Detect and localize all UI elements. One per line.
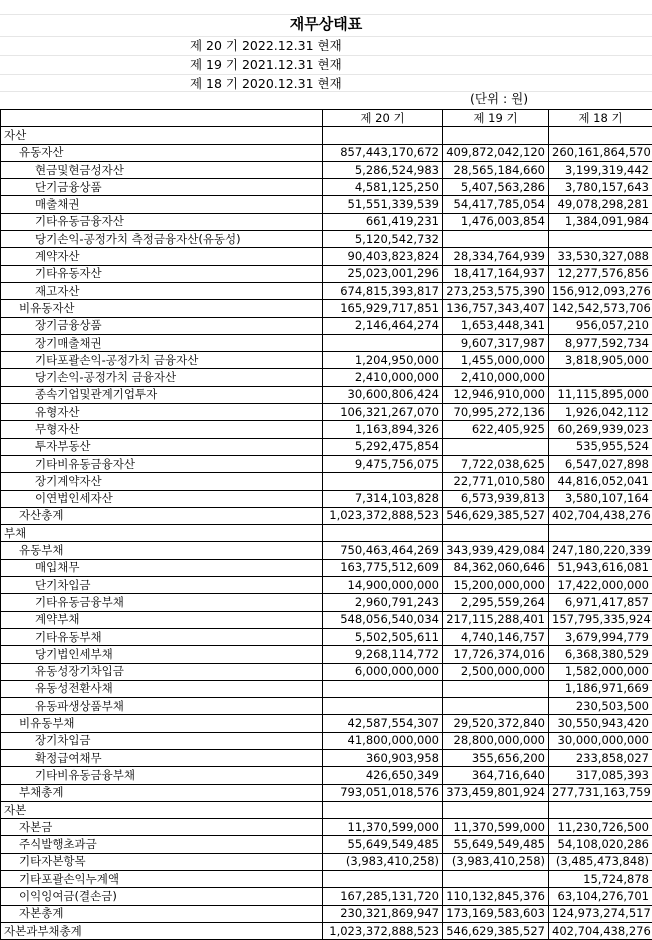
table-row xyxy=(1,853,652,870)
table-row xyxy=(1,646,652,663)
amount-cell xyxy=(443,127,549,144)
amount-cell: 54,108,020,286 xyxy=(549,836,652,853)
amount-cell: 7,314,103,828 xyxy=(323,490,443,507)
amount-cell: 54,417,785,054 xyxy=(443,196,549,213)
amount-cell: 11,230,726,500 xyxy=(549,819,652,836)
column-header xyxy=(1,110,323,127)
amount-cell: 546,629,385,527 xyxy=(443,922,549,939)
account-label: 자산총계 xyxy=(1,507,323,524)
account-label: 유동파생상품부채 xyxy=(1,698,323,715)
amount-cell: 1,186,971,669 xyxy=(549,680,652,697)
table-row xyxy=(1,922,652,939)
amount-cell: 247,180,220,339 xyxy=(549,542,652,559)
amount-cell: 11,370,599,000 xyxy=(323,819,443,836)
amount-cell: 9,607,317,987 xyxy=(443,334,549,351)
amount-cell: 156,912,093,276 xyxy=(549,282,652,299)
amount-cell: 41,800,000,000 xyxy=(323,732,443,749)
amount-cell: 2,410,000,000 xyxy=(323,369,443,386)
amount-cell: 409,872,042,120 xyxy=(443,144,549,161)
account-label: 장기차입금 xyxy=(1,732,323,749)
amount-cell: 3,580,107,164 xyxy=(549,490,652,507)
column-header: 제 18 기 xyxy=(549,110,652,127)
amount-cell: 15,724,878 xyxy=(549,871,652,888)
account-label: 자본금 xyxy=(1,819,323,836)
amount-cell xyxy=(443,871,549,888)
table-row xyxy=(1,871,652,888)
amount-cell: 273,253,575,390 xyxy=(443,282,549,299)
table-row xyxy=(1,144,652,161)
table-row xyxy=(1,369,652,386)
table-row xyxy=(1,577,652,594)
account-label: 부채 xyxy=(1,525,323,542)
amount-cell: 18,417,164,937 xyxy=(443,265,549,282)
amount-cell: 51,551,339,539 xyxy=(323,196,443,213)
table-row xyxy=(1,196,652,213)
amount-cell: 55,649,549,485 xyxy=(443,836,549,853)
table-row xyxy=(1,628,652,645)
amount-cell: 364,716,640 xyxy=(443,767,549,784)
account-label: 이연법인세자산 xyxy=(1,490,323,507)
amount-cell: 355,656,200 xyxy=(443,749,549,766)
amount-cell xyxy=(443,525,549,542)
amount-cell: 548,056,540,034 xyxy=(323,611,443,628)
amount-cell: 136,757,343,407 xyxy=(443,300,549,317)
amount-cell: 110,132,845,376 xyxy=(443,888,549,905)
amount-cell: 14,900,000,000 xyxy=(323,577,443,594)
account-label: 기타유동금융자산 xyxy=(1,213,323,230)
amount-cell xyxy=(323,871,443,888)
table-row xyxy=(1,888,652,905)
amount-cell: 28,565,184,660 xyxy=(443,161,549,178)
table-row xyxy=(1,213,652,230)
amount-cell: 360,903,958 xyxy=(323,749,443,766)
amount-cell: 1,204,950,000 xyxy=(323,352,443,369)
amount-cell: 6,547,027,898 xyxy=(549,455,652,472)
table-row xyxy=(1,836,652,853)
table-row xyxy=(1,767,652,784)
table-row xyxy=(1,421,652,438)
account-label: 비유동자산 xyxy=(1,300,323,317)
table-row xyxy=(1,179,652,196)
account-label: 주식발행초과금 xyxy=(1,836,323,853)
account-label: 자본 xyxy=(1,801,323,818)
amount-cell: 12,946,910,000 xyxy=(443,386,549,403)
table-row xyxy=(1,819,652,836)
table-row xyxy=(1,231,652,248)
amount-cell xyxy=(323,473,443,490)
amount-cell: 4,581,125,250 xyxy=(323,179,443,196)
account-label: 당기손익-공정가치 금융자산 xyxy=(1,369,323,386)
amount-cell: 2,960,791,243 xyxy=(323,594,443,611)
amount-cell: 857,443,170,672 xyxy=(323,144,443,161)
amount-cell: 402,704,438,276 xyxy=(549,922,652,939)
amount-cell xyxy=(443,231,549,248)
account-label: 이익잉여금(결손금) xyxy=(1,888,323,905)
account-label: 기타자본항목 xyxy=(1,853,323,870)
account-label: 당기손익-공정가치 측정금융자산(유동성) xyxy=(1,231,323,248)
amount-cell: 277,731,163,759 xyxy=(549,784,652,801)
amount-cell: 1,455,000,000 xyxy=(443,352,549,369)
amount-cell: 233,858,027 xyxy=(549,749,652,766)
amount-cell: 51,943,616,081 xyxy=(549,559,652,576)
amount-cell: 1,476,003,854 xyxy=(443,213,549,230)
account-label: 유동성장기차입금 xyxy=(1,663,323,680)
amount-cell xyxy=(323,525,443,542)
amount-cell: 25,023,001,296 xyxy=(323,265,443,282)
amount-cell: 17,422,000,000 xyxy=(549,577,652,594)
amount-cell xyxy=(323,801,443,818)
amount-cell xyxy=(443,698,549,715)
amount-cell: 402,704,438,276 xyxy=(549,507,652,524)
table-row xyxy=(1,542,652,559)
table-row xyxy=(1,438,652,455)
table-row xyxy=(1,801,652,818)
amount-cell: 90,403,823,824 xyxy=(323,248,443,265)
amount-cell: 2,295,559,264 xyxy=(443,594,549,611)
table-row xyxy=(1,265,652,282)
table-row xyxy=(1,749,652,766)
table-row xyxy=(1,248,652,265)
amount-cell: 1,926,042,112 xyxy=(549,404,652,421)
account-label: 자산 xyxy=(1,127,323,144)
amount-cell: 6,573,939,813 xyxy=(443,490,549,507)
amount-cell: 1,384,091,984 xyxy=(549,213,652,230)
amount-cell xyxy=(443,680,549,697)
amount-cell: (3,983,410,258) xyxy=(323,853,443,870)
amount-cell: 63,104,276,701 xyxy=(549,888,652,905)
table-row xyxy=(1,784,652,801)
amount-cell: 163,775,512,609 xyxy=(323,559,443,576)
amount-cell: 1,653,448,341 xyxy=(443,317,549,334)
table-row xyxy=(1,317,652,334)
account-label: 자본총계 xyxy=(1,905,323,922)
account-label: 재고자산 xyxy=(1,282,323,299)
period-label: 제 19 기 2021.12.31 현재 xyxy=(190,55,342,74)
amount-cell xyxy=(549,525,652,542)
amount-cell: 5,286,524,983 xyxy=(323,161,443,178)
amount-cell xyxy=(323,127,443,144)
amount-cell: 1,582,000,000 xyxy=(549,663,652,680)
amount-cell: 8,977,592,734 xyxy=(549,334,652,351)
amount-cell: 28,800,000,000 xyxy=(443,732,549,749)
account-label: 기타비유동금융자산 xyxy=(1,455,323,472)
account-label: 계약자산 xyxy=(1,248,323,265)
period-line xyxy=(0,36,652,55)
amount-cell xyxy=(323,334,443,351)
account-label: 장기매출채권 xyxy=(1,334,323,351)
account-label: 장기계약자산 xyxy=(1,473,323,490)
amount-cell: 2,500,000,000 xyxy=(443,663,549,680)
amount-cell xyxy=(549,801,652,818)
account-label: 무형자산 xyxy=(1,421,323,438)
account-label: 매출채권 xyxy=(1,196,323,213)
balance-sheet-table xyxy=(0,109,652,940)
amount-cell: 426,650,349 xyxy=(323,767,443,784)
account-label: 비유동부채 xyxy=(1,715,323,732)
amount-cell: 674,815,393,817 xyxy=(323,282,443,299)
table-row xyxy=(1,611,652,628)
column-header: 제 20 기 xyxy=(323,110,443,127)
amount-cell: 6,368,380,529 xyxy=(549,646,652,663)
amount-cell: 30,550,943,420 xyxy=(549,715,652,732)
amount-cell: 5,120,542,732 xyxy=(323,231,443,248)
amount-cell: 44,816,052,041 xyxy=(549,473,652,490)
amount-cell: 3,780,157,643 xyxy=(549,179,652,196)
amount-cell: 535,955,524 xyxy=(549,438,652,455)
amount-cell: 5,407,563,286 xyxy=(443,179,549,196)
account-label: 기타유동부채 xyxy=(1,628,323,645)
amount-cell: 217,115,288,401 xyxy=(443,611,549,628)
amount-cell: 3,199,319,442 xyxy=(549,161,652,178)
amount-cell: 230,321,869,947 xyxy=(323,905,443,922)
table-row xyxy=(1,680,652,697)
table-row xyxy=(1,905,652,922)
amount-cell: 70,995,272,136 xyxy=(443,404,549,421)
amount-cell: 165,929,717,851 xyxy=(323,300,443,317)
amount-cell: 2,146,464,274 xyxy=(323,317,443,334)
amount-cell: (3,485,473,848) xyxy=(549,853,652,870)
table-row xyxy=(1,352,652,369)
amount-cell: 30,000,000,000 xyxy=(549,732,652,749)
amount-cell xyxy=(443,438,549,455)
amount-cell: 15,200,000,000 xyxy=(443,577,549,594)
period-label: 제 20 기 2022.12.31 현재 xyxy=(190,36,342,55)
table-row xyxy=(1,334,652,351)
account-label: 유동성전환사채 xyxy=(1,680,323,697)
account-label: 기타비유동금융부채 xyxy=(1,767,323,784)
table-body xyxy=(1,127,652,940)
amount-cell: 260,161,864,570 xyxy=(549,144,652,161)
amount-cell xyxy=(443,801,549,818)
account-label: 유동자산 xyxy=(1,144,323,161)
amount-cell xyxy=(549,127,652,144)
account-label: 종속기업및관계기업투자 xyxy=(1,386,323,403)
table-row xyxy=(1,507,652,524)
table-row xyxy=(1,386,652,403)
amount-cell: 3,818,905,000 xyxy=(549,352,652,369)
table-row xyxy=(1,127,652,144)
amount-cell: 793,051,018,576 xyxy=(323,784,443,801)
amount-cell: 1,023,372,888,523 xyxy=(323,507,443,524)
table-row xyxy=(1,300,652,317)
table-row xyxy=(1,663,652,680)
amount-cell: 55,649,549,485 xyxy=(323,836,443,853)
amount-cell: 5,292,475,854 xyxy=(323,438,443,455)
amount-cell: 6,971,417,857 xyxy=(549,594,652,611)
amount-cell: 3,679,994,779 xyxy=(549,628,652,645)
account-label: 계약부채 xyxy=(1,611,323,628)
account-label: 부채총계 xyxy=(1,784,323,801)
amount-cell: 9,475,756,075 xyxy=(323,455,443,472)
amount-cell: 60,269,939,023 xyxy=(549,421,652,438)
amount-cell: 124,973,274,517 xyxy=(549,905,652,922)
amount-cell: 106,321,267,070 xyxy=(323,404,443,421)
account-label: 기타유동금융부채 xyxy=(1,594,323,611)
amount-cell: 1,023,372,888,523 xyxy=(323,922,443,939)
table-row xyxy=(1,559,652,576)
amount-cell: 142,542,573,706 xyxy=(549,300,652,317)
account-label: 확정급여채무 xyxy=(1,749,323,766)
amount-cell: (3,983,410,258) xyxy=(443,853,549,870)
amount-cell: 622,405,925 xyxy=(443,421,549,438)
amount-cell: 343,939,429,084 xyxy=(443,542,549,559)
table-row xyxy=(1,715,652,732)
amount-cell: 157,795,335,924 xyxy=(549,611,652,628)
period-label: 제 18 기 2020.12.31 현재 xyxy=(190,74,342,93)
table-row xyxy=(1,490,652,507)
account-label: 유동부채 xyxy=(1,542,323,559)
account-label: 단기차입금 xyxy=(1,577,323,594)
account-label: 기타포괄손익누계액 xyxy=(1,871,323,888)
amount-cell: 2,410,000,000 xyxy=(443,369,549,386)
amount-cell: 167,285,131,720 xyxy=(323,888,443,905)
account-label: 기타유동자산 xyxy=(1,265,323,282)
amount-cell xyxy=(549,231,652,248)
table-row xyxy=(1,732,652,749)
account-label: 유형자산 xyxy=(1,404,323,421)
amount-cell: 30,600,806,424 xyxy=(323,386,443,403)
account-label: 자본과부채총계 xyxy=(1,922,323,939)
amount-cell: 5,502,505,611 xyxy=(323,628,443,645)
amount-cell: 11,115,895,000 xyxy=(549,386,652,403)
amount-cell: 22,771,010,580 xyxy=(443,473,549,490)
unit-label: (단위 : 원) xyxy=(470,90,528,108)
amount-cell xyxy=(323,680,443,697)
amount-cell: 84,362,060,646 xyxy=(443,559,549,576)
amount-cell: 49,078,298,281 xyxy=(549,196,652,213)
table-row xyxy=(1,282,652,299)
amount-cell: 12,277,576,856 xyxy=(549,265,652,282)
amount-cell: 29,520,372,840 xyxy=(443,715,549,732)
amount-cell: 317,085,393 xyxy=(549,767,652,784)
amount-cell: 9,268,114,772 xyxy=(323,646,443,663)
table-row xyxy=(1,161,652,178)
amount-cell: 1,163,894,326 xyxy=(323,421,443,438)
amount-cell: 28,334,764,939 xyxy=(443,248,549,265)
amount-cell: 956,057,210 xyxy=(549,317,652,334)
column-header: 제 19 기 xyxy=(443,110,549,127)
amount-cell: 373,459,801,924 xyxy=(443,784,549,801)
amount-cell: 17,726,374,016 xyxy=(443,646,549,663)
amount-cell: 230,503,500 xyxy=(549,698,652,715)
amount-cell: 11,370,599,000 xyxy=(443,819,549,836)
amount-cell: 173,169,583,603 xyxy=(443,905,549,922)
statement-title: 재무상태표 xyxy=(0,14,652,35)
table-row xyxy=(1,473,652,490)
amount-cell: 42,587,554,307 xyxy=(323,715,443,732)
account-label: 단기금융상품 xyxy=(1,179,323,196)
amount-cell xyxy=(549,369,652,386)
table-row xyxy=(1,525,652,542)
account-label: 기타포괄손익-공정가치 금융자산 xyxy=(1,352,323,369)
amount-cell: 546,629,385,527 xyxy=(443,507,549,524)
amount-cell: 7,722,038,625 xyxy=(443,455,549,472)
account-label: 매입채무 xyxy=(1,559,323,576)
account-label: 장기금융상품 xyxy=(1,317,323,334)
amount-cell: 4,740,146,757 xyxy=(443,628,549,645)
amount-cell: 750,463,464,269 xyxy=(323,542,443,559)
table-row xyxy=(1,404,652,421)
amount-cell: 661,419,231 xyxy=(323,213,443,230)
table-row xyxy=(1,698,652,715)
period-line xyxy=(0,55,652,74)
amount-cell: 33,530,327,088 xyxy=(549,248,652,265)
account-label: 당기법인세부채 xyxy=(1,646,323,663)
account-label: 투자부동산 xyxy=(1,438,323,455)
table-header-row xyxy=(1,110,652,127)
amount-cell xyxy=(323,698,443,715)
table-row xyxy=(1,594,652,611)
table-row xyxy=(1,455,652,472)
account-label: 현금및현금성자산 xyxy=(1,161,323,178)
period-line xyxy=(0,74,652,93)
amount-cell: 6,000,000,000 xyxy=(323,663,443,680)
